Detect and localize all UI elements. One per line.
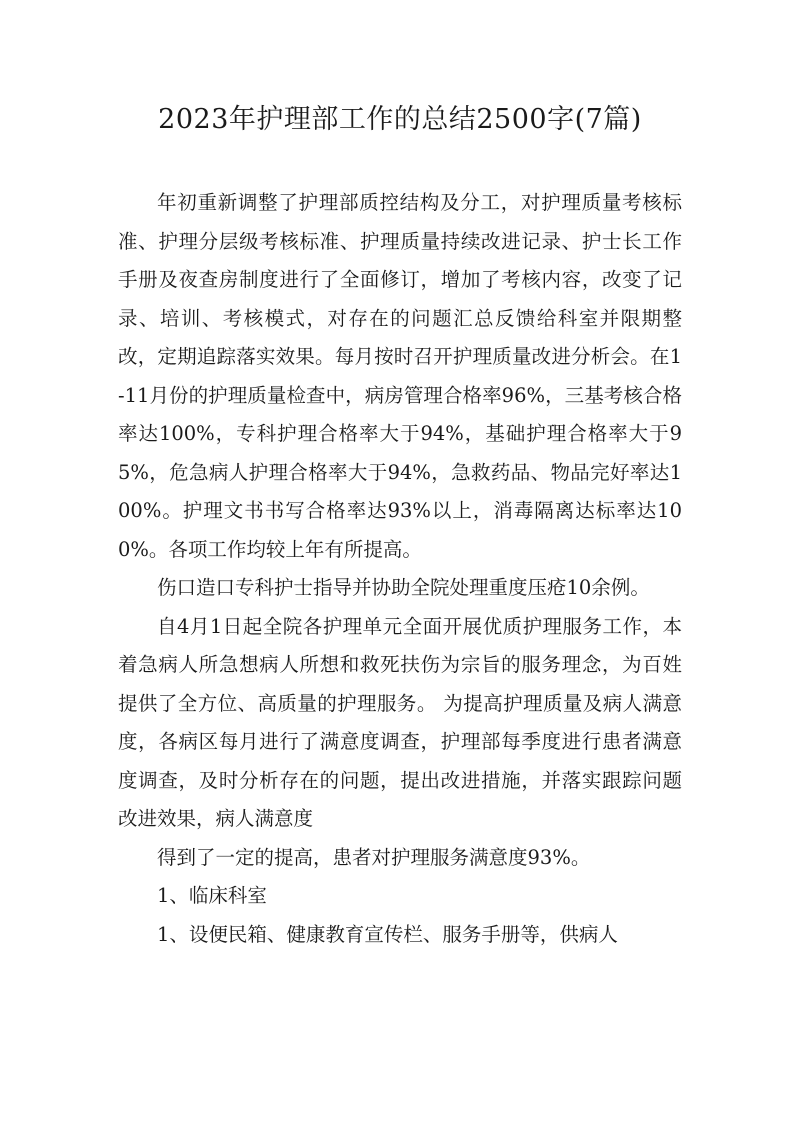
paragraph-wound-care: 伤口造口专科护士指导并协助全院处理重度压疮10余例。 (157, 576, 650, 599)
paragraph-convenience: 1、设便民箱、健康教育宣传栏、服务手册等，供病人 (157, 922, 618, 946)
section-heading-clinical: 1、临床科室 (157, 884, 267, 907)
document-title: 2023年护理部工作的总结2500字(7篇) (158, 104, 642, 135)
paragraph-quality-control: 年初重新调整了护理部质控结构及分工，对护理质量考核标准、护理分层级考核标准、护理质量持续改进记录、护士长工作手册及夜查房制度进行了全面修订，增加了考核内容，改变了记录、培训、考核模式，对存在的问题汇总反馈给科室并限期整改，定期追踪落实效果。每月按时召开护理质量改进分析会。在1-11月份的护理质量检查中，病房管理合格率96%，三基考核合格率达100%，专科护理合格率大于94%，基础护理合格率大于95%，危急病人护理合格率大于94%，急救药品、物品完好率达100%。护理文书书写合格率达93%以上，消毒隔离达标率达100%。各项工作均较上年有所提高。 (118, 191, 682, 561)
paragraph-satisfaction: 得到了一定的提高，患者对护理服务满意度93%。 (157, 845, 591, 869)
document-body (118, 184, 682, 954)
paragraph-quality-service: 自4月1日起全院各护理单元全面开展优质护理服务工作，本着急病人所急想病人所想和救死扶伤为宗旨的服务理念，为百姓提供了全方位、高质量的护理服务。 为提高护理质量及病人满意度，各病区每月进行了满意度调查，护理部每季度进行患者满意度调查，及时分析存在的问题，提出改进措施，并落实跟踪问题改进效果，病人满意度 (118, 614, 682, 830)
